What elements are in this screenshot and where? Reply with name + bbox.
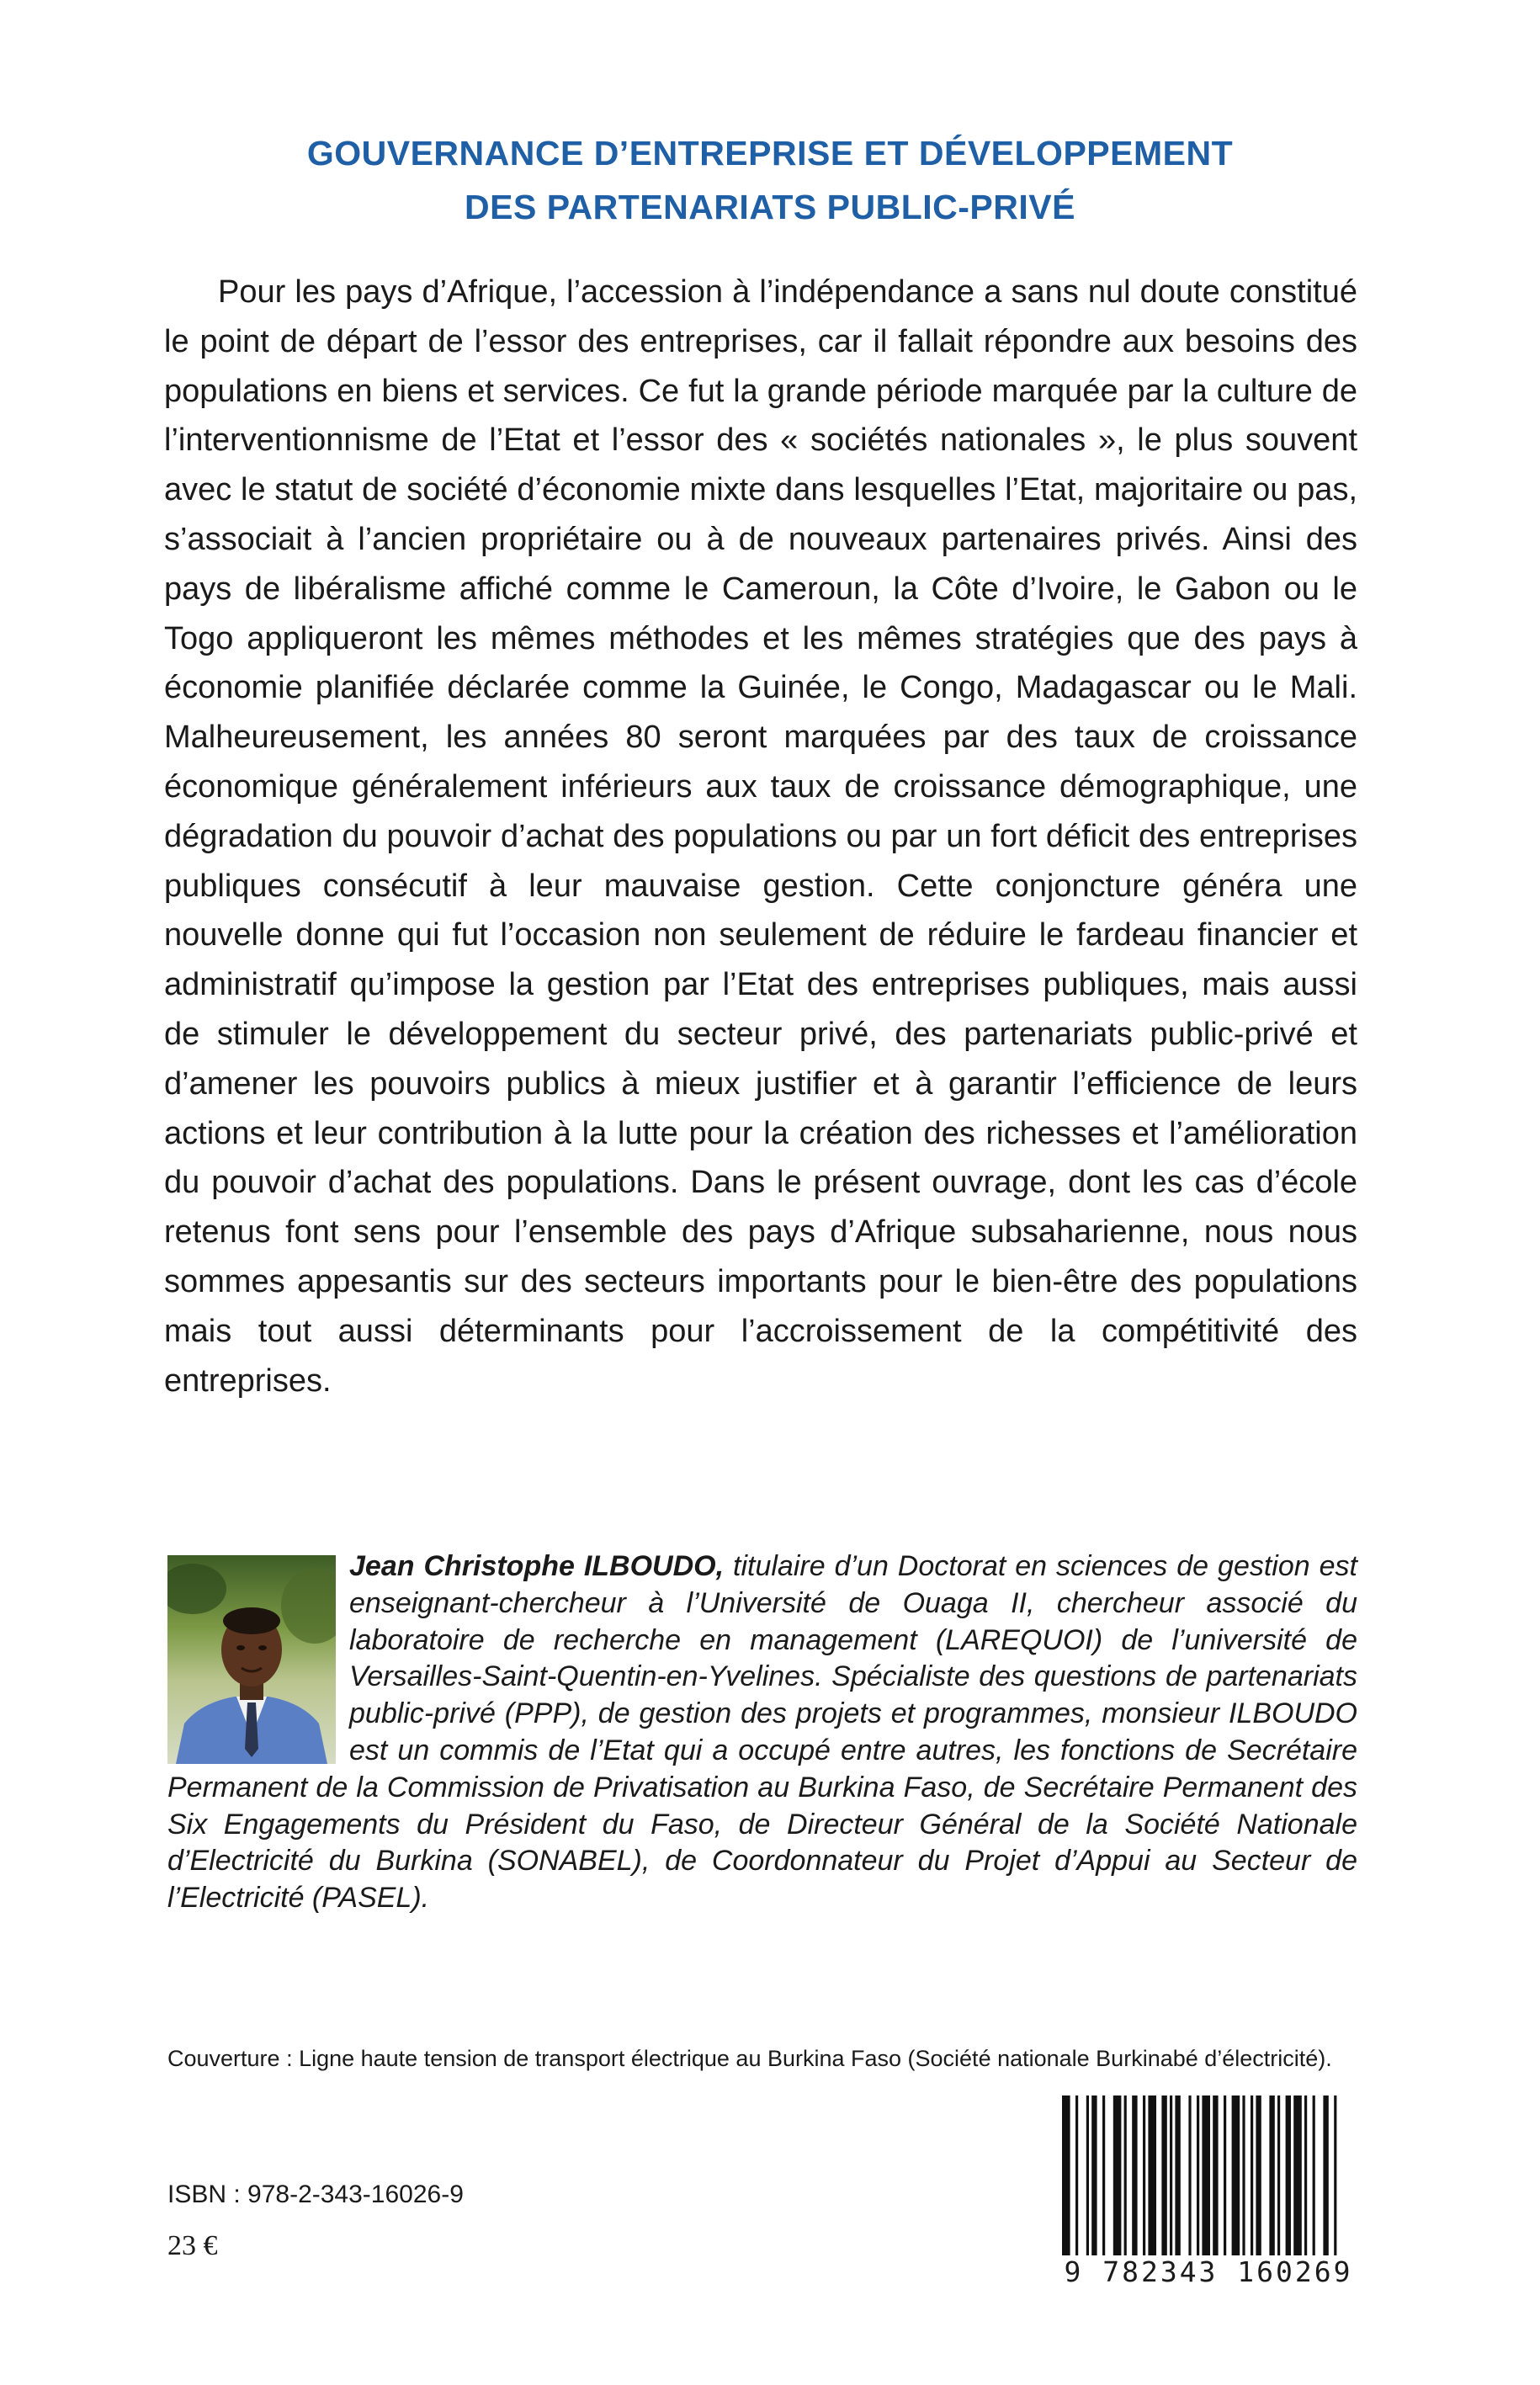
barcode-bar — [1124, 2096, 1127, 2255]
book-title-line-1: GOUVERNANCE D’ENTREPRISE ET DÉVELOPPEMENT — [306, 134, 1234, 173]
barcode-bar — [1175, 2096, 1180, 2255]
barcode-bar — [1143, 2096, 1145, 2255]
price: 23 € — [167, 2230, 218, 2261]
book-title-line-2: DES PARTENARIATS PUBLIC-PRIVÉ — [465, 188, 1075, 226]
barcode — [1057, 2092, 1360, 2259]
cover-credit: Couverture : Ligne haute tension de transport électrique au Burkina Faso (Société nationale Burkinabé d’électricité). — [167, 2046, 1332, 2071]
barcode-bar — [1277, 2096, 1280, 2255]
barcode-bar — [1091, 2096, 1097, 2255]
barcode-bar — [1086, 2096, 1089, 2255]
barcode-bar — [1313, 2096, 1315, 2255]
barcode-bar — [1170, 2096, 1172, 2255]
barcode-bar — [1188, 2096, 1191, 2255]
barcode-bar — [1334, 2096, 1336, 2255]
barcode-bar — [1062, 2096, 1070, 2255]
barcode-bar — [1148, 2096, 1156, 2255]
author-biography — [167, 1548, 1357, 1917]
barcode-bar — [1224, 2096, 1226, 2255]
barcode-bars — [1057, 2092, 1360, 2259]
isbn: ISBN : 978-2-343-16026-9 — [167, 2180, 464, 2208]
barcode-bar — [1132, 2096, 1137, 2255]
barcode-bar — [1242, 2096, 1245, 2255]
barcode-bar — [1256, 2096, 1261, 2255]
author-name: Jean Christophe ILBOUDO, — [349, 1550, 725, 1582]
summary-text: Pour les pays d’Afrique, l’accession à l’indépendance a sans nul doute constitué le point de départ de l’essor des entreprises, car il fallait répondre aux besoins des populations en biens et services. Ce fut la grande période marquée par la culture de l’interventionnisme de l’Etat et l’essor des « sociétés nationales », le plus souvent avec le statut de société d’économie mixte dans lesquelles l’Etat, majoritaire ou pas, s’associait à l’ancien propriétaire ou à de nouveaux partenaires privés. Ainsi des pays de libéralisme affiché comme le Cameroun, la Côte d’Ivoire, le Gabon ou le Togo appliqueront les mêmes méthodes et les mêmes stratégies que des pays à économie planifiée déclarée comme la Guinée, le Congo, Madagascar ou le Mali. Malheureusement, les années 80 seront marquées par des taux de croissance économique généralement inférieurs aux taux de croissance démographique, une dégradation du pouvoir d’achat des populations ou par un fort déficit des entreprises publiques consécutif à leur mauvaise gestion. Cette conjoncture généra une nouvelle donne qui fut l’occasion non seulement de réduire le fardeau financier et administratif qu’impose la gestion par l’Etat des entreprises publiques, mais aussi de stimuler le développement du secteur privé, des partenariats public-privé et d’amener les pouvoirs publics à mieux justifier et à garantir l’efficience de leurs actions et leur contribution à la lutte pour la création des richesses et l’amélioration du pouvoir d’achat des populations. Dans le présent ouvrage, dont les cas d’école retenus font sens pour l’ensemble des pays d’Afrique subsaharienne, nous nous sommes appesantis sur des secteurs importants pour le bien-être des populations mais tout aussi déterminants pour l’accroissement de la compétitivité des entreprises. — [164, 274, 1357, 1399]
barcode-digits: 9 782343 160269 — [1064, 2255, 1353, 2288]
author-bio-text: titulaire d’un Doctorat en sciences de gestion est enseignant-chercheur à l’Université de Ouaga II, chercheur associé du laboratoire de recherche en management (LAREQUOI) de l’université de Versailles-Saint-Quentin-en-Yvelines. Spécialiste des questions de partenariats public-privé (PPP), de gestion des projets et programmes, monsieur ILBOUDO est un commis de l’Etat qui a occupé entre autres, les fonctions de Secrétaire Permanent de la Commission de Privatisation au Burkina Faso, de Secrétaire Permanent des Six Engagements du Président du Faso, de Directeur Général de la Société Nationale d’Electricité du Burkina (SONABEL), de Coordonnateur du Projet d’Appui au Secteur de l’Electricité (PASEL). — [167, 1550, 1357, 1915]
barcode-bar — [1304, 2096, 1307, 2255]
barcode-bar — [1286, 2096, 1291, 2255]
barcode-bar — [1269, 2096, 1274, 2255]
barcode-bar — [1213, 2096, 1218, 2255]
barcode-bar — [1113, 2096, 1122, 2255]
barcode-bar — [1323, 2096, 1328, 2255]
barcode-bar — [1251, 2096, 1253, 2255]
barcode-bar — [1293, 2096, 1302, 2255]
barcode-bar — [1197, 2096, 1199, 2255]
summary-paragraph — [164, 268, 1357, 1405]
barcode-bar — [1202, 2096, 1210, 2255]
barcode-bar — [1075, 2096, 1078, 2255]
barcode-bar — [1102, 2096, 1105, 2255]
barcode-bar — [1232, 2096, 1240, 2255]
photo-spacer — [167, 1548, 349, 1764]
barcode-bar — [1161, 2096, 1166, 2255]
book-title — [151, 126, 1389, 234]
